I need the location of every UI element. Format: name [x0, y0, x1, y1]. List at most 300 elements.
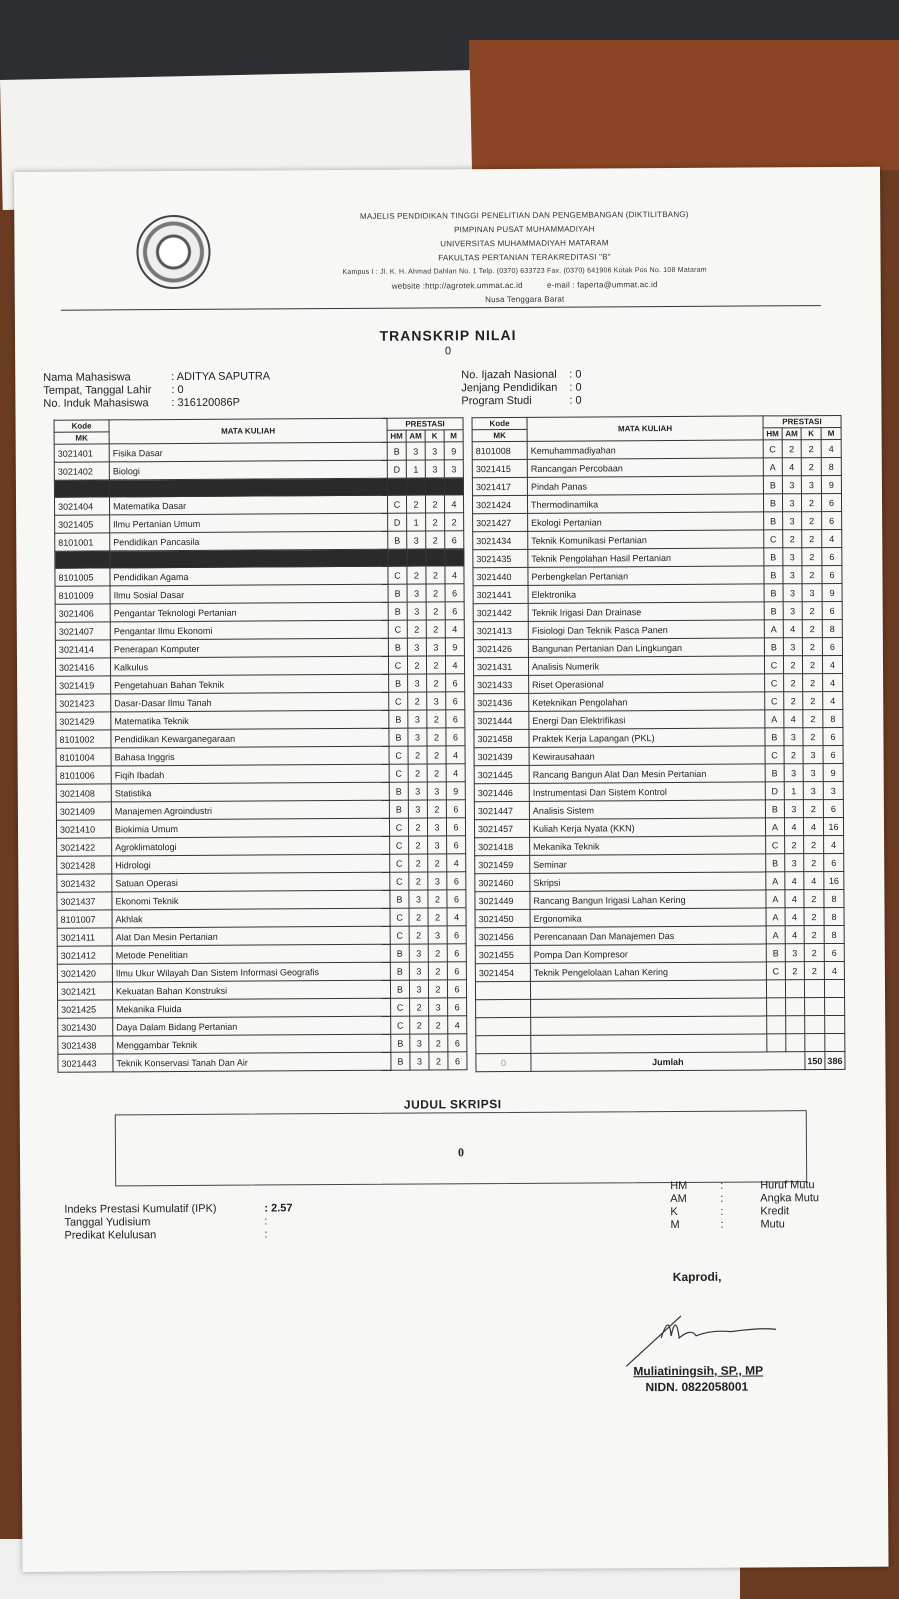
- grade-am: 3: [407, 531, 426, 549]
- course-code: 3021432: [57, 874, 112, 892]
- course-name: Skripsi: [530, 872, 766, 891]
- grade-m: 3: [444, 460, 463, 478]
- grade-m: 4: [447, 908, 466, 926]
- course-name: Pompa Dan Kompresor: [530, 944, 766, 963]
- grade-hm: B: [764, 584, 783, 602]
- grade-am: 3: [785, 854, 804, 872]
- course-name: Metode Penelitian: [112, 944, 390, 964]
- grade-am: 2: [410, 998, 429, 1016]
- course-name: Pengantar Teknologi Pertanian: [110, 602, 388, 622]
- grade-hm: A: [766, 926, 785, 944]
- course-name: Kemuhammadiyahan: [527, 440, 763, 459]
- course-name: Elektronika: [528, 584, 764, 603]
- table-row: [58, 1052, 467, 1072]
- grade-k: 3: [428, 872, 447, 890]
- grade-am: 3: [783, 548, 802, 566]
- course-code: 3021436: [474, 693, 529, 711]
- table-row: [473, 583, 842, 603]
- grade-m: 6: [448, 1052, 467, 1070]
- grade-m: 8: [822, 619, 842, 637]
- course-code: 3021402: [54, 462, 109, 480]
- grade-k: 2: [429, 1052, 448, 1070]
- course-code: 3021428: [57, 856, 112, 874]
- legend-sep: :: [720, 1205, 724, 1218]
- grade-hm: C: [389, 746, 408, 764]
- grade-m: 4: [445, 566, 464, 584]
- table-row: [475, 961, 844, 981]
- grade-m: 8: [824, 889, 844, 907]
- grade-k: 2: [426, 656, 445, 674]
- grade-m: 4: [444, 495, 463, 513]
- grade-m: 8: [824, 907, 844, 925]
- course-code: 3021450: [475, 909, 530, 927]
- legend-value: Huruf Mutu: [760, 1179, 815, 1192]
- grade-k: 2: [427, 800, 446, 818]
- course-code: 8101009: [55, 586, 110, 604]
- grade-am: 2: [408, 764, 427, 782]
- course-code: 3021437: [57, 892, 112, 910]
- course-name: Penerapan Komputer: [110, 638, 388, 658]
- grade-k: 2: [428, 944, 447, 962]
- legend-value: Kredit: [760, 1205, 790, 1218]
- grade-am: 1: [784, 782, 803, 800]
- course-name: Pendidikan Agama: [110, 566, 388, 586]
- grade-am: 2: [408, 746, 427, 764]
- course-name: Daya Dalam Bidang Pertanian: [113, 1016, 391, 1036]
- grade-k: 2: [802, 530, 822, 548]
- course-code: 3021420: [57, 964, 112, 982]
- grade-m: 4: [823, 691, 843, 709]
- grade-am: 3: [784, 764, 803, 782]
- grade-hm: C: [764, 530, 783, 548]
- grade-k: 2: [426, 620, 445, 638]
- grade-am: 2: [410, 1016, 429, 1034]
- grade-m: 4: [824, 835, 844, 853]
- col-k: K: [425, 430, 444, 442]
- grade-k: 4: [804, 872, 824, 890]
- grade-hm: A: [764, 620, 783, 638]
- grade-hm: C: [387, 495, 406, 513]
- grade-k: 3: [429, 998, 448, 1016]
- grade-m: 9: [823, 763, 843, 781]
- course-name: Teknik Irigasi Dan Drainase: [528, 602, 764, 621]
- wood-background: [469, 40, 899, 170]
- col-k: K: [801, 428, 821, 440]
- grade-m: 6: [822, 511, 842, 529]
- grade-am: 3: [407, 584, 426, 602]
- grade-hm: C: [389, 692, 408, 710]
- grades-table-right: [472, 415, 846, 1072]
- course-code: 3021411: [57, 928, 112, 946]
- grade-k: 2: [426, 513, 445, 531]
- course-code: 3021446: [474, 783, 529, 801]
- grade-hm: B: [764, 512, 783, 530]
- grade-k: 3: [801, 476, 821, 494]
- yudisium-label: Tanggal Yudisium: [64, 1216, 151, 1229]
- grade-hm: B: [764, 566, 783, 584]
- grade-k: 2: [802, 656, 822, 674]
- course-name: Matematika Teknik: [111, 710, 389, 730]
- course-name: Agroklimatologi: [112, 836, 390, 856]
- course-name: Ekologi Pertanian: [528, 512, 764, 531]
- grade-m: 6: [823, 745, 843, 763]
- table-row: [474, 799, 843, 819]
- birth-label: Tempat, Tanggal Lahir: [43, 384, 152, 397]
- grade-hm: B: [390, 944, 409, 962]
- grade-k: 2: [426, 584, 445, 602]
- col-m: M: [444, 430, 463, 442]
- grade-hm: C: [388, 566, 407, 584]
- table-row: [474, 763, 843, 783]
- grade-am: 4: [785, 890, 804, 908]
- grade-k: 3: [428, 926, 447, 944]
- legend-row: [670, 1179, 819, 1193]
- jumlah-k: 150: [805, 1052, 825, 1070]
- grade-hm: C: [766, 962, 785, 980]
- course-code: 3021433: [474, 675, 529, 693]
- grade-k: 2: [427, 764, 446, 782]
- course-code: 8101007: [57, 910, 112, 928]
- grade-m: 6: [822, 637, 842, 655]
- grade-m: 6: [447, 890, 466, 908]
- grade-am: 3: [410, 1034, 429, 1052]
- grade-m: 4: [823, 673, 843, 691]
- ipk-block: [64, 1202, 292, 1242]
- grade-am: 2: [785, 962, 804, 980]
- course-name: Dasar-Dasar Ilmu Tanah: [111, 692, 389, 712]
- course-name: Pindah Panas: [527, 476, 763, 495]
- grade-k: 3: [427, 782, 446, 800]
- grade-am: 2: [409, 926, 428, 944]
- grade-am: 2: [407, 656, 426, 674]
- course-name: Ilmu Ukur Wilayah Dan Sistem Informasi Geografis: [112, 962, 390, 982]
- grade-k: 2: [804, 854, 824, 872]
- course-name: Satuan Operasi: [112, 872, 390, 892]
- grade-m: 6: [448, 998, 467, 1016]
- legend-sep: :: [720, 1218, 724, 1231]
- grade-hm: B: [391, 1052, 410, 1070]
- course-name: Menggambar Teknik: [113, 1034, 391, 1054]
- grade-k: 2: [804, 944, 824, 962]
- grade-k: 2: [801, 494, 821, 512]
- table-row: [473, 655, 842, 675]
- course-name: Ekonomi Teknik: [112, 890, 390, 910]
- course-code: 3021460: [475, 873, 530, 891]
- page-title: TRANSKRIP NILAI: [379, 326, 517, 344]
- grade-am: 4: [783, 620, 802, 638]
- course-name: Kalkulus: [110, 656, 388, 676]
- grade-m: 8: [821, 457, 841, 475]
- grade-k: 3: [427, 692, 446, 710]
- grade-k: 2: [426, 602, 445, 620]
- legend-key: K: [670, 1205, 678, 1219]
- grade-m: 6: [447, 872, 466, 890]
- course-name: Bangunan Pertanian Dan Lingkungan: [528, 638, 764, 657]
- course-name: Mekanika Fluida: [113, 998, 391, 1018]
- grade-m: 6: [445, 531, 464, 549]
- grade-hm: C: [391, 1016, 410, 1034]
- grade-hm: B: [391, 1034, 410, 1052]
- course-name: Fisiologi Dan Teknik Pasca Panen: [528, 620, 764, 639]
- grade-hm: B: [764, 602, 783, 620]
- grade-am: 2: [783, 656, 802, 674]
- grade-am: 2: [409, 872, 428, 890]
- letterhead-line: FAKULTAS PERTANIAN TERAKREDITASI "B": [438, 252, 611, 263]
- grade-hm: D: [388, 513, 407, 531]
- grade-hm: A: [765, 710, 784, 728]
- grade-hm: A: [763, 458, 782, 476]
- yudisium-value: :: [264, 1215, 268, 1228]
- grade-am: 4: [785, 872, 804, 890]
- course-code: 3021423: [56, 694, 111, 712]
- grade-k: 3: [803, 746, 823, 764]
- course-code: 3021404: [54, 497, 109, 515]
- course-code: 3021435: [473, 549, 528, 567]
- course-code: 3021427: [473, 513, 528, 531]
- grade-k: 2: [804, 926, 824, 944]
- course-code: 3021425: [58, 1000, 113, 1018]
- grade-hm: B: [763, 476, 782, 494]
- grade-m: 6: [447, 926, 466, 944]
- grade-m: 4: [445, 656, 464, 674]
- grade-k: 2: [803, 800, 823, 818]
- legend-value: Angka Mutu: [760, 1192, 820, 1205]
- grade-hm: B: [764, 548, 783, 566]
- ipk-value: : 2.57: [264, 1202, 293, 1215]
- table-row: [474, 691, 843, 711]
- grade-am: 3: [783, 584, 802, 602]
- grade-hm: A: [766, 908, 785, 926]
- grade-k: 2: [802, 512, 822, 530]
- course-code: 3021430: [58, 1018, 113, 1036]
- course-name: Pengetahuan Bahan Teknik: [111, 674, 389, 694]
- grade-am: 3: [408, 782, 427, 800]
- course-name: Pendidikan Pancasila: [110, 531, 388, 551]
- course-name: Matematika Dasar: [109, 495, 387, 515]
- grade-hm: B: [390, 980, 409, 998]
- letterhead-line: UNIVERSITAS MUHAMMADIYAH MATARAM: [440, 238, 609, 249]
- grade-k: 2: [802, 638, 822, 656]
- table-row: [474, 781, 843, 801]
- grade-k: 3: [802, 584, 822, 602]
- grade-m: 4: [446, 746, 465, 764]
- course-name: Biokimia Umum: [111, 818, 389, 838]
- grade-k: 2: [803, 692, 823, 710]
- grade-am: 3: [783, 512, 802, 530]
- course-name: Analisis Numerik: [528, 656, 764, 675]
- col-kode: Kode: [54, 420, 109, 432]
- grade-am: 2: [408, 818, 427, 836]
- legend-key: HM: [670, 1179, 688, 1193]
- empty-row: [476, 1015, 845, 1035]
- course-code: 3021417: [472, 477, 527, 495]
- grade-hm: A: [765, 818, 784, 836]
- grade-k: 2: [427, 710, 446, 728]
- grade-am: 3: [408, 800, 427, 818]
- empty-row: [475, 979, 844, 999]
- grade-k: 3: [803, 764, 823, 782]
- grade-m: 2: [445, 513, 464, 531]
- grade-m: 6: [446, 818, 465, 836]
- table-row: [473, 619, 842, 639]
- course-code: 8101006: [56, 766, 111, 784]
- table-row: [473, 529, 842, 549]
- table-row: [473, 601, 842, 621]
- course-name: Instrumentasi Dan Sistem Kontrol: [529, 782, 765, 801]
- signature-mark: [621, 1307, 781, 1368]
- grade-hm: B: [389, 782, 408, 800]
- col-mata-kuliah: MATA KULIAH: [527, 416, 763, 441]
- grade-m: 6: [447, 980, 466, 998]
- course-name: Fiqih Ibadah: [111, 764, 389, 784]
- grade-am: 2: [406, 495, 425, 513]
- transcript-paper: [14, 167, 889, 1572]
- judul-skripsi-box: [115, 1110, 807, 1186]
- col-mk: MK: [54, 432, 109, 444]
- jenjang-value: : 0: [569, 381, 582, 394]
- grade-am: 2: [784, 674, 803, 692]
- grade-m: 9: [445, 638, 464, 656]
- course-name: Teknik Konservasi Tanah Dan Air: [113, 1052, 391, 1072]
- grade-am: 2: [407, 620, 426, 638]
- course-name: Manajemen Agroindustri: [111, 800, 389, 820]
- table-row: [474, 817, 843, 837]
- grade-hm: B: [763, 494, 782, 512]
- course-code: 3021458: [474, 729, 529, 747]
- course-code: 3021419: [56, 676, 111, 694]
- grade-am: 4: [785, 926, 804, 944]
- grade-am: 3: [408, 728, 427, 746]
- grade-k: 2: [426, 531, 445, 549]
- grades-table-left: [54, 417, 468, 1072]
- grade-hm: C: [765, 746, 784, 764]
- nim-label: No. Induk Mahasiswa: [43, 397, 149, 410]
- title-sub: 0: [445, 345, 452, 358]
- grade-am: 3: [783, 638, 802, 656]
- grade-am: 3: [409, 962, 428, 980]
- legend-sep: :: [720, 1179, 724, 1192]
- course-name: Ilmu Sosial Dasar: [110, 584, 388, 604]
- col-kode: Kode: [472, 417, 527, 429]
- course-name: Kuliah Kerja Nyata (KKN): [529, 818, 765, 837]
- course-code: 8101001: [55, 533, 110, 551]
- grade-k: 2: [427, 728, 446, 746]
- course-code: 8101008: [472, 441, 527, 459]
- col-am: AM: [406, 430, 425, 442]
- grade-k: 3: [803, 782, 823, 800]
- course-code: 3021455: [475, 945, 530, 963]
- course-code: 3021429: [56, 712, 111, 730]
- course-name: Praktek Kerja Lapangan (PKL): [529, 728, 765, 747]
- grade-k: 2: [804, 962, 824, 980]
- grade-hm: B: [388, 638, 407, 656]
- grade-hm: C: [389, 818, 408, 836]
- predikat-value: :: [264, 1228, 268, 1241]
- table-row: [472, 493, 841, 513]
- grade-hm: B: [389, 800, 408, 818]
- grade-k: 2: [429, 1016, 448, 1034]
- course-name: Keteknikan Pengolahan: [529, 692, 765, 711]
- table-row: [474, 709, 843, 729]
- prodi-value: : 0: [569, 394, 582, 407]
- col-prestasi: PRESTASI: [387, 418, 463, 430]
- grade-k: 2: [802, 566, 822, 584]
- grade-m: 9: [444, 442, 463, 460]
- grade-am: 3: [783, 566, 802, 584]
- predikat-label: Predikat Kelulusan: [64, 1229, 157, 1242]
- grade-m: 6: [447, 944, 466, 962]
- grade-am: 1: [407, 513, 426, 531]
- course-code: 3021445: [474, 765, 529, 783]
- grade-k: 3: [427, 818, 446, 836]
- grade-m: 6: [445, 602, 464, 620]
- grade-hm: C: [390, 854, 409, 872]
- grade-am: 3: [407, 638, 426, 656]
- grade-k: 2: [428, 890, 447, 908]
- course-code: 3021447: [474, 801, 529, 819]
- course-code: 3021444: [474, 711, 529, 729]
- grade-am: 3: [407, 602, 426, 620]
- grade-m: 8: [824, 925, 844, 943]
- course-name: Akhlak: [112, 908, 390, 928]
- course-name: Pendidikan Kewarganegaraan: [111, 728, 389, 748]
- student-info-right: [461, 369, 581, 409]
- course-code: 3021408: [56, 784, 111, 802]
- course-name: Teknik Komunikasi Pertanian: [528, 530, 764, 549]
- grade-hm: C: [391, 998, 410, 1016]
- grade-hm: B: [389, 728, 408, 746]
- course-name: Biologi: [109, 460, 387, 480]
- grade-hm: B: [766, 944, 785, 962]
- grade-hm: D: [765, 782, 784, 800]
- grade-k: 2: [804, 836, 824, 854]
- table-row: [472, 457, 841, 477]
- grade-k: 2: [804, 908, 824, 926]
- legend-row: [670, 1192, 819, 1206]
- legend-sep: :: [720, 1192, 724, 1205]
- grade-hm: B: [388, 584, 407, 602]
- table-row: [473, 637, 842, 657]
- course-code: 3021415: [472, 459, 527, 477]
- ipk-label: Indeks Prestasi Kumulatif (IPK): [64, 1202, 217, 1216]
- judul-skripsi-title: JUDUL SKRIPSI: [403, 1097, 502, 1112]
- grade-m: 4: [446, 764, 465, 782]
- grade-am: 2: [785, 836, 804, 854]
- grade-k: 2: [803, 728, 823, 746]
- student-info-left: [43, 370, 270, 410]
- grade-am: 2: [409, 854, 428, 872]
- grade-am: 4: [782, 458, 801, 476]
- jumlah-left-value: 0: [476, 1053, 531, 1071]
- course-code: 3021414: [55, 640, 110, 658]
- course-code: 3021418: [475, 837, 530, 855]
- letterhead-line: website :http://agrotek.ummat.ac.id e-mail : faperta@ummat.ac.id: [391, 280, 658, 291]
- signer-name: Muliatiningsih, SP., MP: [633, 1363, 764, 1379]
- grade-k: 3: [428, 836, 447, 854]
- grade-am: 3: [409, 890, 428, 908]
- grade-hm: B: [388, 531, 407, 549]
- grade-am: 2: [409, 836, 428, 854]
- grade-m: 6: [447, 836, 466, 854]
- course-name: Seminar: [530, 854, 766, 873]
- course-name: Teknik Pengolahan Hasil Pertanian: [528, 548, 764, 567]
- grade-hm: C: [388, 620, 407, 638]
- table-row: [472, 475, 841, 495]
- course-code: 3021431: [473, 657, 528, 675]
- table-row: [475, 889, 844, 909]
- legend-key: M: [670, 1218, 680, 1232]
- col-hm: HM: [387, 430, 406, 442]
